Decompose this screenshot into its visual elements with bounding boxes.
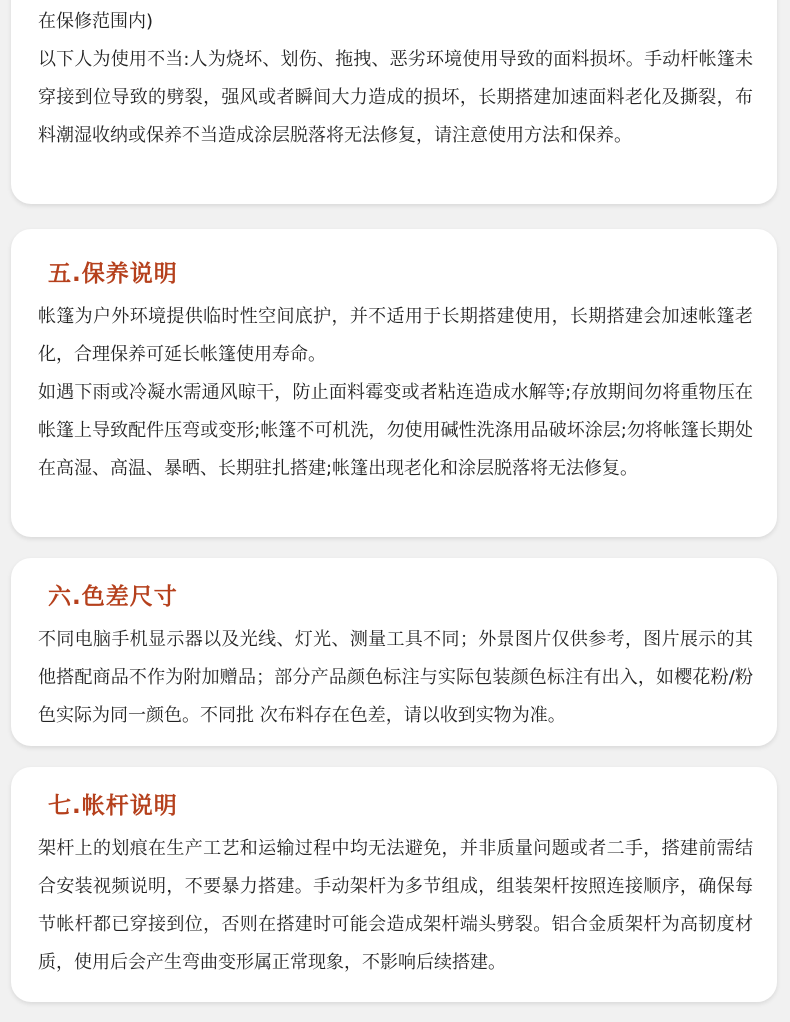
warranty-paragraph-2: 以下人为使用不当:人为烧坏、划伤、拖拽、恶劣环境使用导致的面料损坏。手动杆帐篷未穿接到位导致的劈裂，强风或者瞬间大力造成的损坏，长期搭建加速面料老化及撕裂，布料潮湿收纳或保养不当造成涂层脱落将无法修复，请注意使用方法和保养。 xyxy=(38,49,753,146)
maintenance-paragraph-2: 如遇下雨或冷凝水需通风晾干，防止面料霉变或者粘连造成水解等;存放期间勿将重物压在帐篷上导致配件压弯或变形;帐篷不可机洗，勿使用碱性洗涤用品破坏涂层;勿将帐篷长期处在高湿、高温、暴晒、长期驻扎搭建;帐篷出现老化和涂层脱落将无法修复。 xyxy=(38,382,753,479)
pole-card xyxy=(11,767,777,1002)
pole-title: 七.帐杆说明 xyxy=(48,793,178,819)
color-size-title: 六.色差尺寸 xyxy=(48,584,178,610)
maintenance-paragraph-1: 帐篷为户外环境提供临时性空间底护，并不适用于长期搭建使用，长期搭建会加速帐篷老化，合理保养可延长帐篷使用寿命。 xyxy=(38,306,753,365)
pole-paragraph: 架杆上的划痕在生产工艺和运输过程中均无法避免，并非质量问题或者二手，搭建前需结合安装视频说明，不要暴力搭建。手动架杆为多节组成，组装架杆按照连接顺序，确保每节帐杆都已穿接到位，否则在搭建时可能会造成架杆端头劈裂。铝合金质架杆为高韧度材质，使用后会产生弯曲变形属正常现象，不影响后续搭建。 xyxy=(38,838,753,973)
color-size-card xyxy=(11,558,777,746)
maintenance-card xyxy=(11,229,777,537)
color-size-paragraph: 不同电脑手机显示器以及光线、灯光、测量工具不同；外景图片仅供参考，图片展示的其他搭配商品不作为附加赠品；部分产品颜色标注与实际包装颜色标注有出入，如樱花粉/粉色实际为同一颜色。不同批 次布料存在色差，请以收到实物为准。 xyxy=(38,629,753,726)
warranty-paragraph-1: 在保修范围内) xyxy=(38,11,154,32)
maintenance-title: 五.保养说明 xyxy=(48,261,178,287)
warranty-card xyxy=(11,0,777,204)
